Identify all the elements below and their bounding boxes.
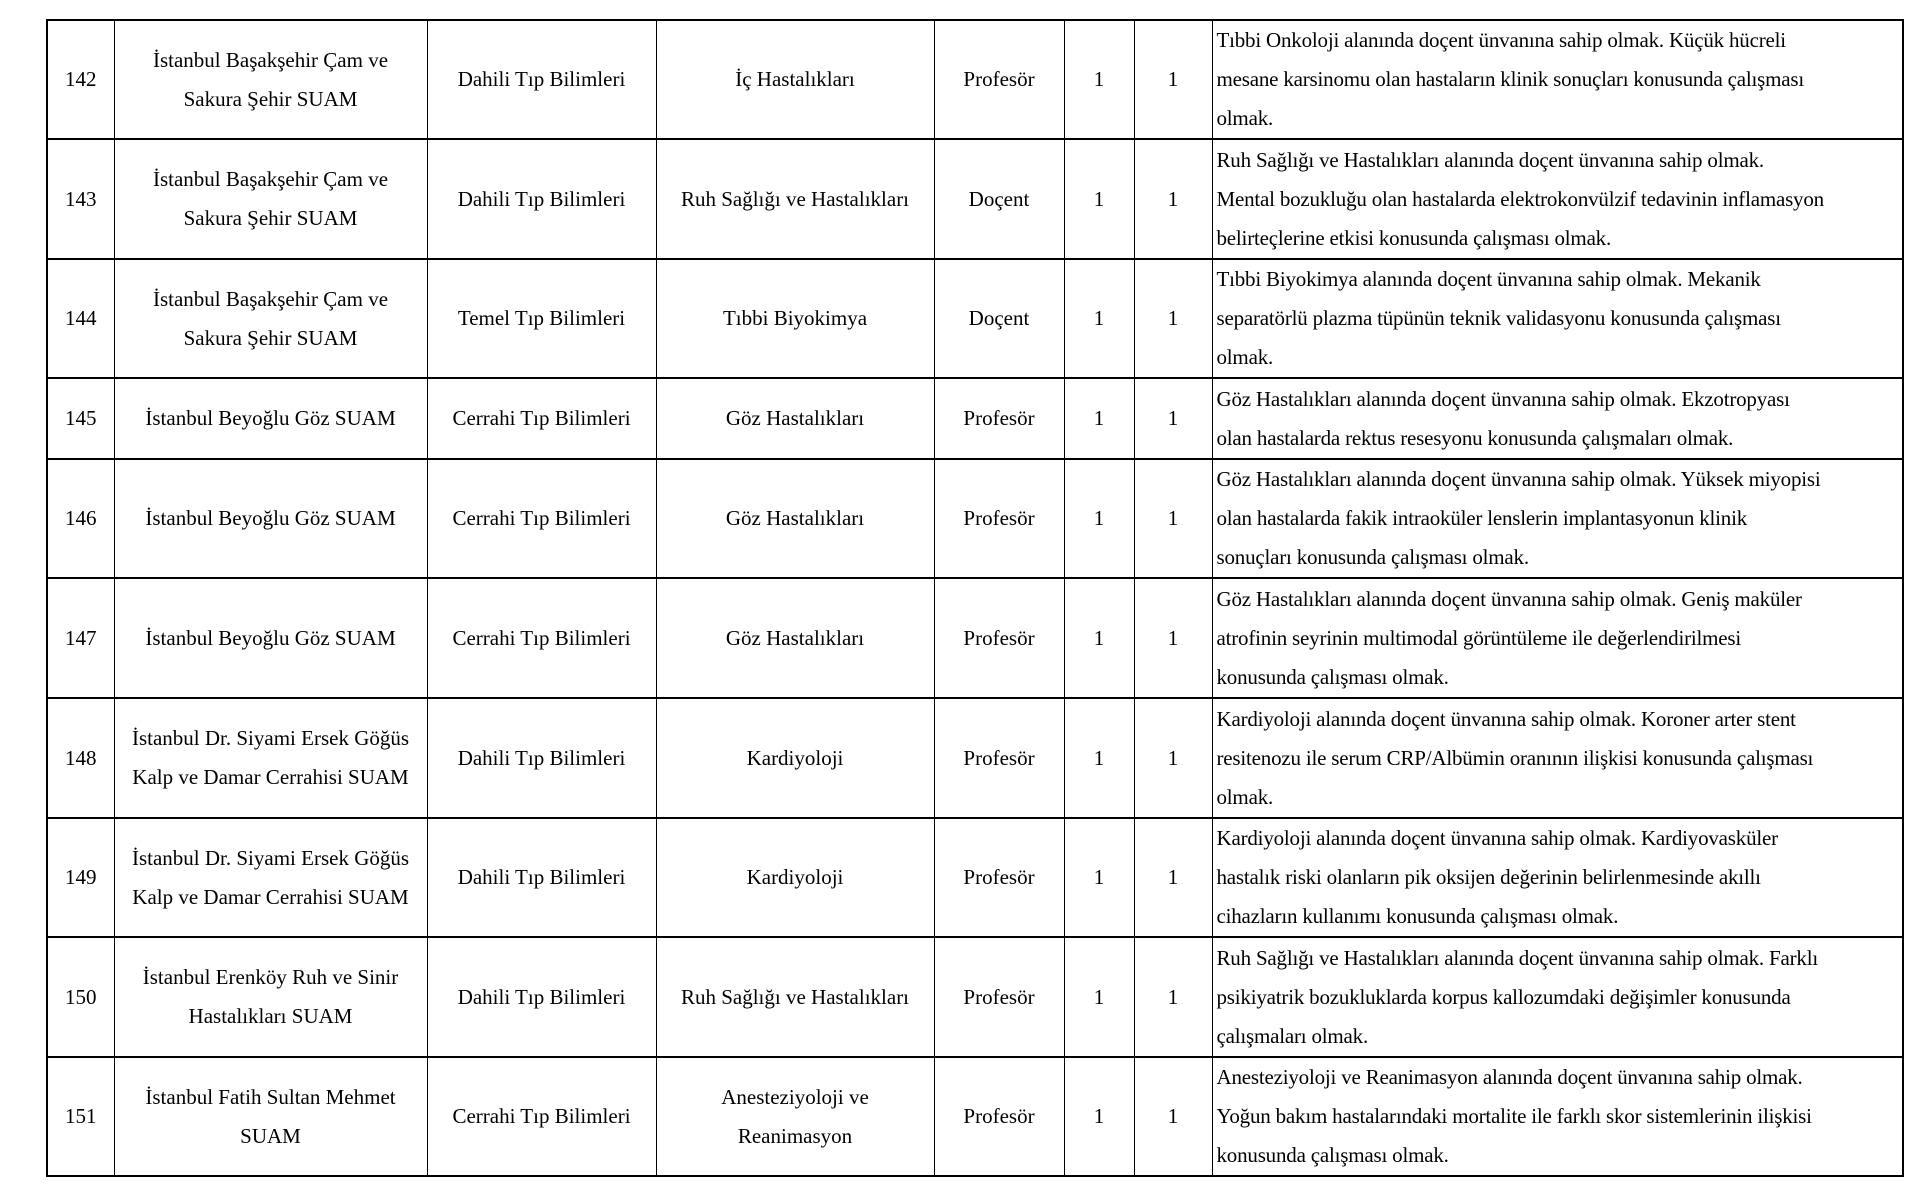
text-line: Göz Hastalıkları alanında doçent ünvanına sahip olmak. Ekzotropyası <box>1216 386 1790 411</box>
department-cell <box>656 139 934 259</box>
text-line: belirteçlerine etkisi konusunda çalışması olmak. <box>1216 225 1612 250</box>
title-cell: Profesör <box>934 937 1064 1057</box>
count-cell: 1 <box>1064 698 1134 818</box>
department-cell <box>656 698 934 818</box>
description-cell <box>1212 139 1903 259</box>
count-cell: 1 <box>1134 259 1212 378</box>
branch-cell: Dahili Tıp Bilimleri <box>427 139 656 259</box>
row-number-cell: 142 <box>47 20 114 139</box>
text-line: Göz Hastalıkları <box>725 625 865 650</box>
description-cell <box>1212 937 1903 1057</box>
branch-cell: Cerrahi Tıp Bilimleri <box>427 1057 656 1176</box>
text-line: atrofinin seyrinin multimodal görüntüleme ile değerlendirilmesi <box>1216 625 1742 650</box>
text-line: İstanbul Başakşehir Çam ve <box>152 286 389 311</box>
department-cell <box>656 459 934 578</box>
text-line: Kardiyoloji <box>746 745 844 770</box>
text-line: olmak. <box>1216 345 1274 369</box>
institution-cell <box>114 1057 427 1176</box>
count-cell: 1 <box>1064 818 1134 937</box>
count-cell: 1 <box>1064 259 1134 378</box>
text-line: çalışmaları olmak. <box>1216 1023 1369 1048</box>
department-cell <box>656 259 934 378</box>
count-cell: 1 <box>1134 459 1212 578</box>
table-row <box>47 818 1903 937</box>
branch-cell: Dahili Tıp Bilimleri <box>427 698 656 818</box>
text-line: Hastalıkları SUAM <box>188 1004 353 1028</box>
count-cell: 1 <box>1064 1057 1134 1176</box>
text-line: konusunda çalışması olmak. <box>1216 1143 1449 1167</box>
text-line: Mental bozukluğu olan hastalarda elektrokonvülzif tedavinin inflamasyon <box>1216 186 1824 211</box>
text-line: olmak. <box>1216 106 1274 130</box>
count-cell: 1 <box>1064 937 1134 1057</box>
table-row <box>47 139 1903 259</box>
title-cell: Doçent <box>934 139 1064 259</box>
branch-cell: Cerrahi Tıp Bilimleri <box>427 378 656 459</box>
text-line: Göz Hastalıkları <box>725 506 865 530</box>
text-line: İstanbul Beyoğlu Göz SUAM <box>145 406 396 430</box>
text-line: konusunda çalışması olmak. <box>1216 664 1449 689</box>
text-line: mesane karsinomu olan hastaların klinik sonuçları konusunda çalışması <box>1216 67 1804 91</box>
text-line: Tıbbi Biyokimya alanında doçent ünvanına sahip olmak. Mekanik <box>1216 267 1761 291</box>
branch-cell: Cerrahi Tıp Bilimleri <box>427 459 656 578</box>
text-line: Reanimasyon <box>737 1123 853 1148</box>
count-cell: 1 <box>1064 20 1134 139</box>
text-line: İstanbul Dr. Siyami Ersek Göğüs <box>131 726 410 750</box>
text-line: cihazların kullanımı konusunda çalışması olmak. <box>1216 904 1619 928</box>
table-row <box>47 1057 1903 1176</box>
row-number-cell: 143 <box>47 139 114 259</box>
table-row <box>47 937 1903 1057</box>
text-line: Sakura Şehir SUAM <box>183 206 358 230</box>
institution-cell <box>114 20 427 139</box>
text-line: Yoğun bakım hastalarındaki mortalite ile farklı skor sistemlerinin ilişkisi <box>1216 1104 1812 1128</box>
row-number-cell: 150 <box>47 937 114 1057</box>
text-line: separatörlü plazma tüpünün teknik validasyonu konusunda çalışması <box>1216 306 1781 330</box>
text-line: İstanbul Beyoğlu Göz SUAM <box>145 506 396 530</box>
text-line: Göz Hastalıkları alanında doçent ünvanına sahip olmak. Geniş maküler <box>1216 586 1802 611</box>
text-line: olan hastalarda fakik intraoküler lenslerin implantasyonun klinik <box>1216 506 1748 530</box>
department-cell <box>656 578 934 698</box>
text-line: Göz Hastalıkları alanında doçent ünvanına sahip olmak. Yüksek miyopisi <box>1216 467 1821 491</box>
count-cell: 1 <box>1134 378 1212 459</box>
count-cell: 1 <box>1134 818 1212 937</box>
count-cell: 1 <box>1134 578 1212 698</box>
row-number-cell: 147 <box>47 578 114 698</box>
text-line: Kalp ve Damar Cerrahisi SUAM <box>132 765 409 789</box>
description-cell <box>1212 1057 1903 1176</box>
count-cell: 1 <box>1134 698 1212 818</box>
text-line: İç Hastalıkları <box>735 67 855 91</box>
institution-cell <box>114 139 427 259</box>
table-row <box>47 259 1903 378</box>
positions-table <box>46 19 1904 1177</box>
row-number-cell: 149 <box>47 818 114 937</box>
title-cell: Profesör <box>934 1057 1064 1176</box>
text-line: Anesteziyoloji ve Reanimasyon alanında doçent ünvanına sahip olmak. <box>1216 1065 1803 1089</box>
text-line: sonuçları konusunda çalışması olmak. <box>1216 545 1529 569</box>
row-number-cell: 144 <box>47 259 114 378</box>
description-cell <box>1212 698 1903 818</box>
institution-cell <box>114 259 427 378</box>
branch-cell: Dahili Tıp Bilimleri <box>427 818 656 937</box>
table-row <box>47 378 1903 459</box>
department-cell <box>656 937 934 1057</box>
title-cell: Profesör <box>934 818 1064 937</box>
branch-cell: Dahili Tıp Bilimleri <box>427 20 656 139</box>
text-line: Ruh Sağlığı ve Hastalıkları <box>680 984 910 1009</box>
description-cell <box>1212 818 1903 937</box>
department-cell <box>656 818 934 937</box>
text-line: Kalp ve Damar Cerrahisi SUAM <box>132 884 409 909</box>
count-cell: 1 <box>1134 20 1212 139</box>
description-cell <box>1212 20 1903 139</box>
branch-cell: Dahili Tıp Bilimleri <box>427 937 656 1057</box>
branch-cell: Cerrahi Tıp Bilimleri <box>427 578 656 698</box>
institution-cell <box>114 578 427 698</box>
count-cell: 1 <box>1134 139 1212 259</box>
description-cell <box>1212 259 1903 378</box>
department-cell <box>656 20 934 139</box>
department-cell <box>656 1057 934 1176</box>
title-cell: Profesör <box>934 459 1064 578</box>
title-cell: Profesör <box>934 378 1064 459</box>
text-line: Sakura Şehir SUAM <box>183 325 358 350</box>
description-cell <box>1212 378 1903 459</box>
row-number-cell: 146 <box>47 459 114 578</box>
title-cell: Profesör <box>934 20 1064 139</box>
text-line: Ruh Sağlığı ve Hastalıkları <box>680 186 910 211</box>
table-row <box>47 20 1903 139</box>
text-line: SUAM <box>240 1123 301 1148</box>
text-line: İstanbul Fatih Sultan Mehmet <box>145 1084 396 1109</box>
text-line: Anesteziyoloji ve <box>721 1084 869 1109</box>
institution-cell <box>114 459 427 578</box>
row-number-cell: 148 <box>47 698 114 818</box>
text-line: Sakura Şehir SUAM <box>183 86 358 111</box>
text-line: olan hastalarda rektus resesyonu konusunda çalışmaları olmak. <box>1216 425 1734 450</box>
text-line: İstanbul Erenköy Ruh ve Sinir <box>142 965 399 989</box>
row-number-cell: 151 <box>47 1057 114 1176</box>
table-row <box>47 578 1903 698</box>
institution-cell <box>114 818 427 937</box>
text-line: resitenozu ile serum CRP/Albümin oranının ilişkisi konusunda çalışması <box>1216 745 1814 770</box>
text-line: Tıbbi Onkoloji alanında doçent ünvanına sahip olmak. Küçük hücreli <box>1216 28 1786 52</box>
table-row <box>47 459 1903 578</box>
title-cell: Profesör <box>934 698 1064 818</box>
text-line: psikiyatrik bozukluklarda korpus kallozumdaki değişimler konusunda <box>1216 984 1791 1009</box>
branch-cell: Temel Tıp Bilimleri <box>427 259 656 378</box>
count-cell: 1 <box>1064 459 1134 578</box>
table-row <box>47 698 1903 818</box>
text-line: Kardiyoloji alanında doçent ünvanına sahip olmak. Kardiyovasküler <box>1216 826 1778 850</box>
text-line: olmak. <box>1216 784 1274 809</box>
text-line: hastalık riski olanların pik oksijen değerinin belirlenmesinde akıllı <box>1216 865 1761 889</box>
text-line: İstanbul Başakşehir Çam ve <box>152 167 389 191</box>
description-cell <box>1212 578 1903 698</box>
text-line: Kardiyoloji <box>746 865 844 889</box>
text-line: Tıbbi Biyokimya <box>722 306 868 330</box>
count-cell: 1 <box>1134 1057 1212 1176</box>
institution-cell <box>114 937 427 1057</box>
count-cell: 1 <box>1064 378 1134 459</box>
text-line: Ruh Sağlığı ve Hastalıkları alanında doçent ünvanına sahip olmak. Farklı <box>1216 945 1818 970</box>
institution-cell <box>114 378 427 459</box>
text-line: İstanbul Beyoğlu Göz SUAM <box>145 625 396 650</box>
row-number-cell: 145 <box>47 378 114 459</box>
title-cell: Doçent <box>934 259 1064 378</box>
count-cell: 1 <box>1064 139 1134 259</box>
text-line: İstanbul Dr. Siyami Ersek Göğüs <box>131 845 410 870</box>
institution-cell <box>114 698 427 818</box>
count-cell: 1 <box>1134 937 1212 1057</box>
text-line: Kardiyoloji alanında doçent ünvanına sahip olmak. Koroner arter stent <box>1216 706 1796 731</box>
department-cell <box>656 378 934 459</box>
text-line: Göz Hastalıkları <box>725 406 865 430</box>
count-cell: 1 <box>1064 578 1134 698</box>
text-line: İstanbul Başakşehir Çam ve <box>152 47 389 72</box>
title-cell: Profesör <box>934 578 1064 698</box>
text-line: Ruh Sağlığı ve Hastalıkları alanında doçent ünvanına sahip olmak. <box>1216 147 1764 172</box>
description-cell <box>1212 459 1903 578</box>
